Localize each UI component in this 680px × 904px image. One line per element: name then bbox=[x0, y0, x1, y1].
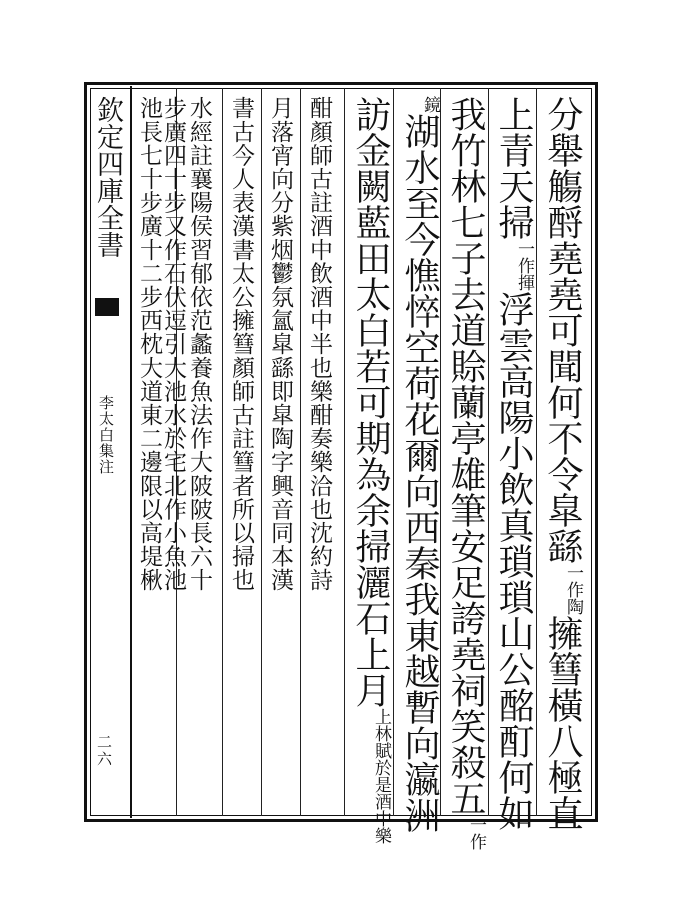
page-number: 二六 bbox=[95, 734, 113, 768]
column-1-main: 分舉觴酹堯堯可聞何不令皐繇 bbox=[542, 96, 583, 564]
commentary-column-5: 步廣四十步又作石伏逗引大池水於宅北作小魚池 bbox=[160, 96, 186, 592]
column-rule bbox=[261, 88, 262, 816]
text-column-5 bbox=[350, 96, 390, 844]
column-rule bbox=[222, 88, 223, 816]
column-rule bbox=[393, 88, 394, 816]
commentary-column-4: 水經註襄陽侯習郁依范蠡養魚法作大陂陂長六十 bbox=[186, 96, 212, 592]
margin-divider bbox=[130, 86, 132, 818]
text-column-4 bbox=[399, 96, 439, 833]
column-rule bbox=[300, 88, 301, 816]
commentary-column-1: 酣顏師古註酒中飲酒中半也樂酣奏樂洽也沈約詩 bbox=[306, 96, 332, 592]
column-1-note: 一作陶 bbox=[563, 564, 583, 615]
column-5-main: 訪金闕藍田太白若可期為余掃灑石上月 bbox=[350, 96, 391, 708]
column-4-note: 鏡 bbox=[420, 96, 440, 113]
text-column-1 bbox=[542, 96, 582, 831]
book-title: 李太白集注 bbox=[97, 395, 115, 475]
column-2-main-cont: 浮雲高陽小飲真瑣瑣山公酩酊何如 bbox=[493, 291, 534, 831]
column-5-note: 上林賦於是酒中樂 bbox=[371, 708, 391, 844]
commentary-column-3: 書古今人表漢書太公擁篲顏師古註篲者所以掃也 bbox=[228, 96, 254, 592]
commentary-column-6-display: 池長七十步廣十二步西枕大道東二邊限以高堤楸 bbox=[136, 96, 162, 592]
commentary-column-2: 月落宵向分紫烟鬱氛氳皐繇即皐陶字興音同本漢 bbox=[267, 96, 293, 592]
column-rule bbox=[488, 88, 489, 816]
text-column-3 bbox=[445, 96, 485, 850]
column-2-main: 上青天掃 bbox=[493, 96, 534, 240]
edition-title: 欽定四庫全書 bbox=[92, 96, 123, 258]
column-2-note: 一作揮 bbox=[514, 240, 534, 291]
column-rule bbox=[536, 88, 537, 816]
fishtail-mark-icon bbox=[95, 298, 119, 316]
column-3-main: 我竹林七子去道賒蘭亭雄筆安足誇堯祠笑殺五 bbox=[445, 96, 486, 816]
column-1-main-cont: 擁篲橫八極直 bbox=[542, 615, 583, 831]
column-rule bbox=[344, 88, 345, 816]
column-3-note: 一作 bbox=[466, 816, 486, 850]
column-rule bbox=[440, 88, 441, 816]
column-4-main: 湖水至今憔悴空荷花爾向西秦我東越暫向瀛洲 bbox=[399, 113, 440, 833]
text-column-2 bbox=[493, 96, 533, 831]
